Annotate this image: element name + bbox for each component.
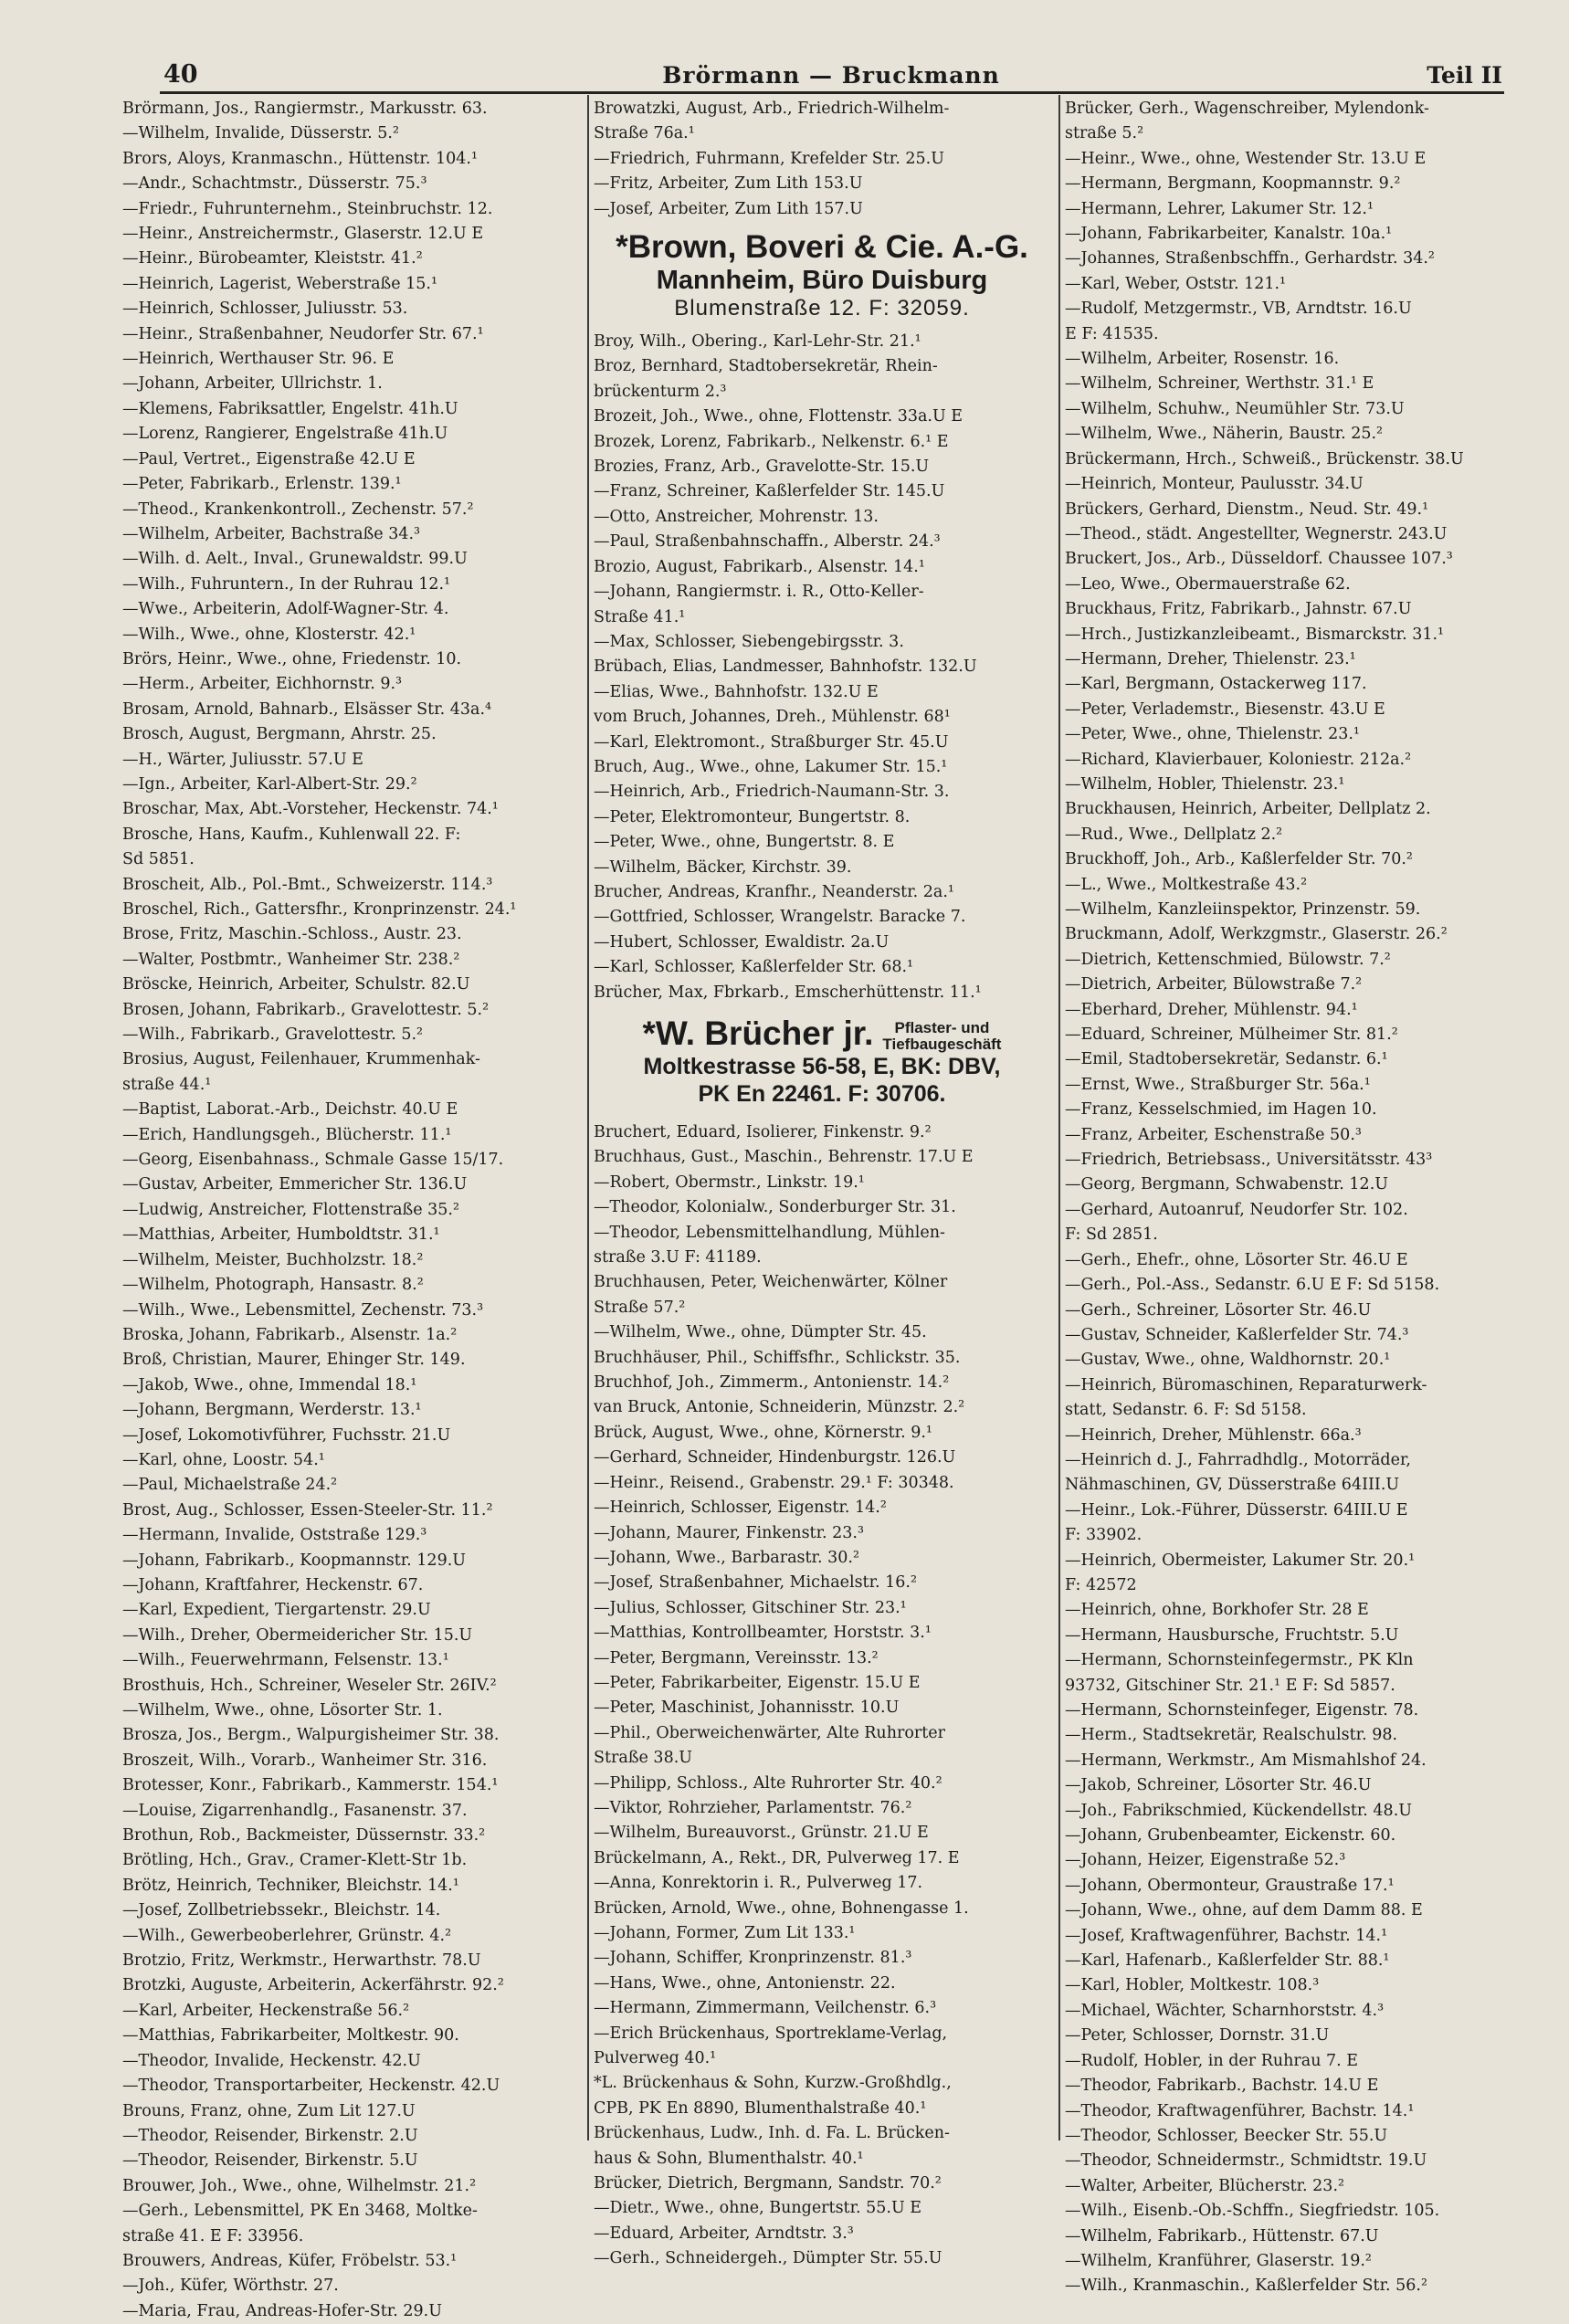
directory-entry: —Peter, Fabrikarb., Erlenstr. 139.¹	[122, 475, 402, 494]
directory-entry: —Johann, Fabrikarb., Koopmannstr. 129.U	[122, 1551, 467, 1570]
directory-entry: —Dietr., Wwe., ohne, Bungertstr. 55.U E	[594, 2199, 922, 2218]
column-2-middle	[594, 330, 1050, 1005]
directory-entry: —Theodor, Schneidermstr., Schmidtstr. 19.U	[1065, 2151, 1427, 2171]
directory-entry: straße 44.¹	[122, 1075, 212, 1094]
directory-entry: —Jakob, Wwe., ohne, Immendal 18.¹	[122, 1375, 417, 1394]
directory-entry: —Theodor, Kraftwagenführer, Bachstr. 14.¹	[1065, 2101, 1415, 2120]
directory-entry: —Heinrich, Arb., Friedrich-Naumann-Str. 3.	[594, 783, 950, 802]
directory-entry: —Heinrich d. J., Fahrradhdlg., Motorräder,	[1065, 1450, 1411, 1469]
advert-address: Moltkestrasse 56-58, E, BK: DBV,	[643, 1054, 1001, 1079]
directory-entry: F: 33902.	[1065, 1526, 1143, 1545]
directory-entry: Pulverweg 40.¹	[594, 2049, 717, 2068]
directory-entry: —Matthias, Kontrollbeamter, Horststr. 3.¹	[594, 1624, 932, 1643]
directory-entry: —Paul, Straßenbahnschaffn., Alberstr. 24.³	[594, 532, 941, 552]
directory-entry: —Hubert, Schlosser, Ewaldistr. 2a.U	[594, 932, 890, 952]
directory-entry: Brückenhaus, Ludw., Inh. d. Fa. L. Brücken-	[594, 2124, 950, 2143]
directory-entry: Straße 57.²	[594, 1298, 686, 1317]
directory-entry: straße 41. E F: 33956.	[122, 2226, 304, 2245]
directory-entry: Brosam, Arnold, Bahnarb., Elsässer Str. 43a.⁴	[122, 699, 492, 719]
directory-entry: —Theod., Krankenkontroll., Zechenstr. 57.²	[122, 500, 474, 519]
directory-entry: —Heinrich, Dreher, Mühlenstr. 66a.³	[1065, 1425, 1362, 1445]
directory-entry: —Anna, Konrektorin i. R., Pulverweg 17.	[594, 1874, 923, 1893]
directory-entry: —Karl, Weber, Oststr. 121.¹	[1065, 274, 1287, 293]
directory-entry: —Wilh., Wwe., Lebensmittel, Zechenstr. 73.³	[122, 1300, 484, 1320]
column-1	[122, 97, 579, 2320]
directory-entry: Brouwer, Joh., Wwe., ohne, Wilhelmstr. 21.²	[122, 2176, 477, 2195]
directory-entry: Brötling, Hch., Grav., Cramer-Klett-Str 1b.	[122, 1851, 468, 1870]
directory-entry: Brücken, Arnold, Wwe., ohne, Bohnengasse 1.	[594, 1898, 969, 1918]
directory-entry: —Wilhelm, Bureauvorst., Grünstr. 21.U E	[594, 1824, 929, 1843]
directory-entry: —Hermann, Schornsteinfeger, Eigenstr. 78.	[1065, 1701, 1419, 1719]
advert-trade-line: Tiefbaugeschäft	[882, 1036, 1002, 1053]
directory-entry: —Karl, Arbeiter, Heckenstraße 56.²	[122, 2001, 410, 2020]
directory-entry: —Walter, Postbmtr., Wanheimer Str. 238.²	[122, 950, 460, 969]
directory-entry: —Ernst, Wwe., Straßburger Str. 56a.¹	[1065, 1075, 1371, 1094]
directory-entry: —Theodor, Transportarbeiter, Heckenstr. 42.U	[122, 2077, 500, 2096]
directory-entry: Broy, Wilh., Obering., Karl-Lehr-Str. 21.¹	[594, 332, 921, 352]
directory-entry: —Josef, Lokomotivführer, Fuchsstr. 21.U	[122, 1425, 451, 1445]
directory-entry: —Joh., Küfer, Wörthstr. 27.	[122, 2277, 339, 2296]
directory-entry: —Eduard, Arbeiter, Arndtstr. 3.³	[594, 2224, 854, 2243]
directory-entry: Bruchhaus, Gust., Maschin., Behrenstr. 17.U E	[594, 1148, 974, 1167]
advert-branch: Mannheim, Büro Duisburg	[656, 266, 988, 296]
directory-entry: —Georg, Eisenbahnass., Schmale Gasse 15/17.	[122, 1151, 504, 1170]
directory-entry: —Leo, Wwe., Obermauerstraße 62.	[1065, 574, 1351, 594]
directory-entry: Brotesser, Konr., Fabrikarb., Kammerstr. 154.¹	[122, 1776, 499, 1795]
directory-entry: Brosthuis, Hch., Schreiner, Weseler Str. 26IV.²	[122, 1676, 497, 1695]
directory-entry: —Heinr., Anstreichermstr., Glaserstr. 12.U E	[122, 225, 484, 244]
directory-entry: —Gustav, Wwe., ohne, Waldhornstr. 20.¹	[1065, 1351, 1391, 1370]
directory-entry: —Peter, Wwe., ohne, Bungertstr. 8. E	[594, 833, 895, 852]
directory-entry: —Heinr., Wwe., ohne, Westender Str. 13.U E	[1065, 149, 1427, 168]
directory-entry: straße 3.U F: 41189.	[594, 1248, 762, 1267]
directory-entry: Bruch, Aug., Wwe., ohne, Lakumer Str. 15.¹	[594, 757, 948, 776]
directory-entry: Bruchhof, Joh., Zimmerm., Antonienstr. 14.²	[594, 1373, 950, 1393]
directory-entry: —Wilhelm, Arbeiter, Rosenstr. 16.	[1065, 350, 1340, 369]
directory-entry: —Johann, Former, Zum Lit 133.¹	[594, 1924, 856, 1942]
directory-entry: —Theod., städt. Angestellter, Wegnerstr. 243.U	[1065, 524, 1448, 543]
directory-entry: Bruckhausen, Heinrich, Arbeiter, Dellplatz 2.	[1065, 800, 1431, 819]
directory-entry: —Josef, Straßenbahner, Michaelstr. 16.²	[594, 1573, 918, 1593]
advert-address: Blumenstraße 12. F: 32059.	[674, 296, 970, 321]
directory-entry: Brörmann, Jos., Rangiermstr., Markusstr. 63.	[122, 100, 488, 118]
directory-entry: —Heinrich, Werthauser Str. 96. E	[122, 350, 395, 369]
directory-entry: —Hermann, Werkmstr., Am Mismahlshof 24.	[1065, 1751, 1427, 1770]
directory-entry: —Hermann, Bergmann, Koopmannstr. 9.²	[1065, 174, 1401, 194]
directory-entry: Brozies, Franz, Arb., Gravelotte-Str. 15.U	[594, 457, 930, 477]
directory-entry: —Johann, Rangiermstr. i. R., Otto-Keller-	[594, 583, 924, 602]
directory-entry: —Herm., Arbeiter, Eichhornstr. 9.³	[122, 675, 403, 694]
directory-entry: —Johann, Grubenbeamter, Eickenstr. 60.	[1065, 1826, 1396, 1846]
directory-entry: —Jakob, Schreiner, Lösorter Str. 46.U	[1065, 1776, 1372, 1795]
directory-entry: —Josef, Arbeiter, Zum Lith 157.U	[594, 199, 863, 218]
directory-entry: —Johann, Fabrikarbeiter, Kanalstr. 10a.¹	[1065, 225, 1393, 244]
directory-entry: —Wilhelm, Wwe., ohne, Lösorter Str. 1.	[122, 1701, 443, 1719]
directory-entry: brückenturm 2.³	[594, 382, 727, 401]
directory-entry: —Karl, Schlosser, Kaßlerfelder Str. 68.¹	[594, 958, 914, 977]
directory-entry: —Baptist, Laborat.-Arb., Deichstr. 40.U E	[122, 1100, 458, 1120]
header-rule	[160, 91, 1504, 94]
directory-entry: —Michael, Wächter, Scharnhorststr. 4.³	[1065, 2001, 1385, 2020]
directory-entry: —Heinrich, Obermeister, Lakumer Str. 20.¹	[1065, 1551, 1416, 1570]
directory-entry: —Wwe., Arbeiterin, Adolf-Wagner-Str. 4.	[122, 600, 449, 619]
directory-entry: Brost, Aug., Schlosser, Essen-Steeler-Str. 11.²	[122, 1500, 493, 1520]
directory-entry: —Josef, Zollbetriebssekr., Bleichstr. 14.	[122, 1901, 441, 1920]
directory-entry: —Theodor, Lebensmittelhandlung, Mühlen-	[594, 1223, 945, 1242]
directory-entry: —Maria, Frau, Andreas-Hofer-Str. 29.U	[122, 2301, 442, 2320]
directory-entry: Brosch, August, Bergmann, Ahrstr. 25.	[122, 725, 437, 744]
directory-entry: Brückers, Gerhard, Dienstm., Neud. Str. 49.¹	[1065, 500, 1429, 519]
directory-entry: —Peter, Wwe., ohne, Thielenstr. 23.¹	[1065, 725, 1360, 744]
directory-entry: —Gottfried, Schlosser, Wrangelstr. Baracke 7.	[594, 908, 966, 927]
directory-entry: Brück, August, Wwe., ohne, Körnerstr. 9.¹	[594, 1423, 932, 1442]
part-label: Teil II	[1427, 62, 1502, 89]
directory-entry: —Johann, Heizer, Eigenstraße 52.³	[1065, 1851, 1346, 1870]
directory-entry: —Andr., Schachtmstr., Düsserstr. 75.³	[122, 174, 427, 194]
directory-entry: —Wilhelm, Wwe., ohne, Dümpter Str. 45.	[594, 1323, 927, 1342]
directory-entry: Straße 41.¹	[594, 607, 686, 626]
directory-entry: —Wilh., Feuerwehrmann, Felsenstr. 13.¹	[122, 1651, 449, 1670]
directory-entry: Brosche, Hans, Kaufm., Kuhlenwall 22. F:	[122, 825, 461, 844]
directory-entry: —Paul, Vertret., Eigenstraße 42.U E	[122, 449, 416, 468]
directory-entry: Broß, Christian, Maurer, Ehinger Str. 149.	[122, 1351, 466, 1370]
directory-entry: —Gerh., Ehefr., ohne, Lösorter Str. 46.U E	[1065, 1250, 1408, 1269]
advert-bruecher	[594, 1015, 1050, 1108]
directory-entry: —Josef, Kraftwagenführer, Bachstr. 14.¹	[1065, 1926, 1388, 1945]
directory-entry: —Wilhelm, Hobler, Thielenstr. 23.¹	[1065, 774, 1345, 794]
directory-entry: —Peter, Fabrikarbeiter, Eigenstr. 15.U E	[594, 1673, 921, 1692]
directory-entry: —Gustav, Arbeiter, Emmericher Str. 136.U	[122, 1175, 468, 1194]
directory-entry: —Ign., Arbeiter, Karl-Albert-Str. 29.²	[122, 774, 417, 794]
directory-entry: F: 42572	[1065, 1575, 1137, 1594]
directory-entry: —Karl, ohne, Loostr. 54.¹	[122, 1450, 325, 1469]
directory-entry: —Louise, Zigarrenhandlg., Fasanenstr. 37.	[122, 1801, 468, 1820]
directory-entry: —Heinrich, ohne, Borkhofer Str. 28 E	[1065, 1601, 1369, 1620]
directory-entry: —Hermann, Zimmermann, Veilchenstr. 6.³	[594, 1999, 937, 2018]
directory-entry: —Heinr., Bürobeamter, Kleiststr. 41.²	[122, 249, 423, 268]
directory-entry: —Gustav, Schneider, Kaßlerfelder Str. 74.³	[1065, 1325, 1409, 1344]
directory-entry: —Peter, Elektromonteur, Bungertstr. 8.	[594, 807, 911, 826]
directory-entry: —Wilhelm, Wwe., Näherin, Baustr. 25.²	[1065, 425, 1384, 444]
directory-entry: —Franz, Schreiner, Kaßlerfelder Str. 145.U	[594, 482, 945, 501]
directory-entry: Brouwers, Andreas, Küfer, Fröbelstr. 53.¹	[122, 2251, 458, 2270]
directory-entry: —Johann, Schiffer, Kronprinzenstr. 81.³	[594, 1949, 912, 1968]
directory-entry: —Gerh., Lebensmittel, PK En 3468, Moltke-	[122, 2202, 478, 2221]
column-2	[594, 97, 1050, 2268]
directory-entry: Brückelmann, A., Rekt., DR, Pulverweg 17. E	[594, 1848, 960, 1867]
directory-entry: —Friedrich, Fuhrmann, Krefelder Str. 25.U	[594, 149, 944, 168]
directory-entry: —Wilhelm, Arbeiter, Bachstraße 34.³	[122, 524, 421, 543]
directory-entry: —Heinr., Lok.-Führer, Düsserstr. 64III.U E	[1065, 1500, 1408, 1520]
directory-entry: —Johann, Bergmann, Werderstr. 13.¹	[122, 1401, 422, 1420]
directory-entry: Brotzio, Fritz, Werkmstr., Herwarthstr. 78.U	[122, 1951, 481, 1971]
advert-company-name: *Brown, Boveri & Cie. A.-G.	[616, 229, 1028, 266]
directory-entry: Broscheit, Alb., Pol.-Bmt., Schweizerstr. 114.³	[122, 875, 493, 894]
directory-entry: —Peter, Bergmann, Vereinsstr. 13.²	[594, 1648, 879, 1667]
directory-entry: —Franz, Arbeiter, Eschenstraße 50.³	[1065, 1125, 1362, 1144]
directory-entry: —Wilh., Eisenb.-Ob.-Schffn., Siegfriedstr. 105.	[1065, 2202, 1440, 2221]
directory-entry: —Emil, Stadtobersekretär, Sedanstr. 6.¹	[1065, 1050, 1388, 1069]
directory-entry: Sd 5851.	[122, 850, 195, 869]
directory-entry: Brozeit, Joh., Wwe., ohne, Flottenstr. 33a.U E	[594, 407, 964, 426]
directory-entry: F: Sd 2851.	[1065, 1225, 1158, 1245]
directory-entry: Broschel, Rich., Gattersfhr., Kronprinzenstr. 24.¹	[122, 900, 517, 919]
directory-entry: —Johann, Maurer, Finkenstr. 23.³	[594, 1523, 865, 1542]
directory-entry: —Gerh., Pol.-Ass., Sedanstr. 6.U E F: Sd 5158.	[1065, 1276, 1440, 1295]
page-number: 40	[163, 60, 198, 89]
directory-entry: —Hermann, Dreher, Thielenstr. 23.¹	[1065, 649, 1356, 668]
directory-entry: —Georg, Bergmann, Schwabenstr. 12.U	[1065, 1175, 1389, 1194]
directory-entry: Bröscke, Heinrich, Arbeiter, Schulstr. 82.U	[122, 975, 470, 994]
directory-entry: Browatzki, August, Arb., Friedrich-Wilhelm-	[594, 100, 950, 118]
directory-entry: —Wilh., Wwe., ohne, Klosterstr. 42.¹	[122, 625, 416, 644]
directory-entry: Brücker, Dietrich, Bergmann, Sandstr. 70.²	[594, 2174, 942, 2193]
directory-entry: E F: 41535.	[1065, 324, 1159, 343]
directory-entry: —Heinrich, Büromaschinen, Reparaturwerk-	[1065, 1375, 1427, 1394]
directory-entry: —Wilh. d. Aelt., Inval., Grunewaldstr. 99.U	[122, 550, 468, 569]
directory-entry: —Karl, Expedient, Tiergartenstr. 29.U	[122, 1601, 431, 1620]
advert-contact: PK En 22461. F: 30706.	[698, 1081, 946, 1107]
directory-entry: —Theodor, Reisender, Birkenstr. 5.U	[122, 2151, 418, 2171]
directory-entry: Bruchhausen, Peter, Weichenwärter, Kölner	[594, 1273, 948, 1292]
directory-entry: —Johann, Wwe., ohne, auf dem Damm 88. E	[1065, 1901, 1423, 1920]
directory-entry: CPB, PK En 8890, Blumenthalstraße 40.¹	[594, 2098, 927, 2118]
directory-entry: *L. Brückenhaus & Sohn, Kurzw.-Großhdlg.,	[594, 2074, 952, 2093]
directory-entry: Brücher, Max, Fbrkarb., Emscherhüttenstr. 11.¹	[594, 983, 982, 1002]
directory-entry: —Heinrich, Schlosser, Eigenstr. 14.²	[594, 1499, 887, 1518]
directory-entry: —Matthias, Fabrikarbeiter, Moltkestr. 90.	[122, 2026, 459, 2045]
directory-entry: —Wilhelm, Fabrikarb., Hüttenstr. 67.U	[1065, 2226, 1379, 2245]
directory-entry: —L., Wwe., Moltkestraße 43.²	[1065, 875, 1308, 894]
directory-entry: —Wilhelm, Bäcker, Kirchstr. 39.	[594, 857, 852, 877]
directory-entry: Brücker, Gerh., Wagenschreiber, Mylendonk-	[1065, 100, 1429, 118]
directory-entry: van Bruck, Antonie, Schneiderin, Münzstr. 2.²	[594, 1398, 965, 1417]
column-divider	[587, 95, 589, 2140]
directory-entry: —Wilh., Kranmaschin., Kaßlerfelder Str. 56.²	[1065, 2277, 1427, 2296]
directory-entry: —Erich, Handlungsgeh., Blücherstr. 11.¹	[122, 1125, 452, 1144]
directory-entry: Brückermann, Hrch., Schweiß., Brückenstr. 38.U	[1065, 449, 1464, 468]
directory-entry: —Wilhelm, Meister, Buchholzstr. 18.²	[122, 1250, 424, 1269]
directory-entry: Brothun, Rob., Backmeister, Düssernstr. 33.²	[122, 1826, 486, 1846]
directory-entry: —Peter, Schlosser, Dornstr. 31.U	[1065, 2026, 1330, 2045]
directory-entry: —Hans, Wwe., ohne, Antonienstr. 22.	[594, 1973, 896, 1993]
directory-entry: —Matthias, Arbeiter, Humboldtstr. 31.¹	[122, 1225, 440, 1245]
directory-entry: —Gerh., Schneidergeh., Dümpter Str. 55.U	[594, 2249, 942, 2268]
directory-entry: —Hermann, Schornsteinfegermstr., PK Kln	[1065, 1651, 1414, 1670]
directory-entry: —Eberhard, Dreher, Mühlenstr. 94.¹	[1065, 1000, 1358, 1019]
directory-entry: —Dietrich, Kettenschmied, Bülowstr. 7.²	[1065, 950, 1391, 969]
directory-entry: —Theodor, Invalide, Heckenstr. 42.U	[122, 2051, 421, 2070]
directory-entry: —Wilhelm, Kranführer, Glaserstr. 19.²	[1065, 2251, 1372, 2270]
directory-entry: Brozek, Lorenz, Fabrikarb., Nelkenstr. 6.¹ E	[594, 432, 949, 451]
column-2-bottom	[594, 1120, 1050, 2272]
directory-entry: —Peter, Verlademstr., Biesenstr. 43.U E	[1065, 699, 1385, 719]
directory-entry: Broschar, Max, Abt.-Vorsteher, Heckenstr. 74.¹	[122, 800, 499, 819]
directory-entry: —Heinr., Reisend., Grabenstr. 29.¹ F: 30348.	[594, 1473, 954, 1492]
directory-entry: Straße 38.U	[594, 1749, 693, 1768]
advert-brown-boveri	[594, 229, 1050, 322]
directory-entry: —Hermann, Lehrer, Lakumer Str. 12.¹	[1065, 199, 1374, 218]
directory-entry: —Hermann, Hausbursche, Fruchtstr. 5.U	[1065, 1625, 1399, 1645]
directory-entry: —Karl, Elektromont., Straßburger Str. 45.U	[594, 732, 949, 752]
directory-entry: —Theodor, Fabrikarb., Bachstr. 14.U E	[1065, 2077, 1379, 2096]
directory-entry: —Lorenz, Rangierer, Engelstraße 41h.U	[122, 425, 448, 444]
directory-entry: Brors, Aloys, Kranmaschn., Hüttenstr. 104.¹	[122, 149, 478, 168]
column-2-top	[594, 97, 1050, 222]
advert-trade	[882, 1020, 1001, 1053]
directory-entry: —H., Wärter, Juliusstr. 57.U E	[122, 750, 363, 769]
directory-entry: —Karl, Bergmann, Ostackerweg 117.	[1065, 675, 1367, 694]
column-divider	[1058, 95, 1060, 2140]
directory-entry: —Paul, Michaelstraße 24.²	[122, 1476, 338, 1495]
directory-entry: —Theodor, Schlosser, Beecker Str. 55.U	[1065, 2126, 1388, 2145]
directory-entry: —Peter, Maschinist, Johannisstr. 10.U	[594, 1698, 900, 1718]
directory-entry: —Julius, Schlosser, Gitschiner Str. 23.¹	[594, 1598, 907, 1617]
directory-entry: —Joh., Fabrikschmied, Kückendellstr. 48.U	[1065, 1801, 1413, 1820]
directory-entry: Bruckmann, Adolf, Werkzgmstr., Glaserstr. 26.²	[1065, 925, 1448, 944]
directory-entry: —Wilh., Fabrikarb., Gravelottestr. 5.²	[122, 1025, 424, 1045]
directory-entry: —Friedr., Fuhrunternehm., Steinbruchstr. 12.	[122, 199, 493, 218]
directory-entry: —Eduard, Schreiner, Mülheimer Str. 81.²	[1065, 1025, 1398, 1045]
directory-entry: —Karl, Hobler, Moltkestr. 108.³	[1065, 1976, 1320, 1995]
directory-entry: —Gerhard, Autoanruf, Neudorfer Str. 102.	[1065, 1200, 1408, 1219]
directory-entry: Brosius, August, Feilenhauer, Krummenhak-	[122, 1050, 480, 1069]
directory-entry: —Johannes, Straßenbschffn., Gerhardstr. 34.²	[1065, 249, 1435, 268]
directory-entry: —Wilhelm, Photograph, Hansastr. 8.²	[122, 1276, 424, 1295]
directory-entry: —Johann, Obermonteur, Graustraße 17.¹	[1065, 1876, 1395, 1895]
directory-entry: —Franz, Kesselschmied, im Hagen 10.	[1065, 1100, 1377, 1120]
directory-entry: Broska, Johann, Fabrikarb., Alsenstr. 1a.²	[122, 1325, 458, 1344]
directory-entry: —Wilh., Gewerbeoberlehrer, Grünstr. 4.²	[122, 1926, 452, 1945]
directory-entry: —Elias, Wwe., Bahnhofstr. 132.U E	[594, 682, 879, 701]
directory-entry: Bruchert, Eduard, Isolierer, Finkenstr. 9.²	[594, 1123, 932, 1141]
directory-entry: —Robert, Obermstr., Linkstr. 19.¹	[594, 1173, 865, 1192]
directory-entry: —Hermann, Invalide, Oststraße 129.³	[122, 1526, 427, 1545]
directory-entry: —Dietrich, Arbeiter, Bülowstraße 7.²	[1065, 975, 1363, 994]
directory-entry: —Rudolf, Metzgermstr., VB, Arndtstr. 16.U	[1065, 300, 1412, 319]
directory-entry: —Friedrich, Betriebsass., Universitätsstr. 43³	[1065, 1151, 1433, 1170]
directory-entry: —Max, Schlosser, Siebengebirgsstr. 3.	[594, 632, 904, 651]
directory-entry: —Heinrich, Monteur, Paulusstr. 34.U	[1065, 475, 1364, 494]
column-3	[1065, 97, 1517, 2296]
directory-entry: Straße 76a.¹	[594, 124, 695, 143]
directory-entry: —Wilh., Fuhruntern., In der Ruhrau 12.¹	[122, 574, 451, 594]
directory-entry: Brouns, Franz, ohne, Zum Lit 127.U	[122, 2101, 416, 2120]
directory-entry: Brörs, Heinr., Wwe., ohne, Friedenstr. 10.	[122, 649, 462, 668]
directory-entry: —Herm., Stadtsekretär, Realschulstr. 98.	[1065, 1726, 1398, 1745]
directory-entry: —Rudolf, Hobler, in der Ruhrau 7. E	[1065, 2051, 1359, 2070]
directory-entry: —Wilhelm, Invalide, Düsserstr. 5.²	[122, 124, 399, 143]
running-head: Brörmann — Bruckmann	[662, 62, 1000, 89]
directory-entry: —Richard, Klavierbauer, Koloniestr. 212a.²	[1065, 750, 1412, 769]
directory-entry: haus & Sohn, Blumenthalstr. 40.¹	[594, 2149, 864, 2168]
page-header	[160, 53, 1502, 89]
directory-entry: —Phil., Oberweichenwärter, Alte Ruhrorter	[594, 1723, 945, 1742]
directory-entry: —Wilhelm, Schuhw., Neumühler Str. 73.U	[1065, 399, 1405, 418]
directory-entry: —Wilhelm, Schreiner, Werthstr. 31.¹ E	[1065, 374, 1374, 394]
directory-entry: —Theodor, Reisender, Birkenstr. 2.U	[122, 2126, 418, 2145]
directory-entry: —Hrch., Justizkanzleibeamt., Bismarckstr. 31.¹	[1065, 625, 1445, 644]
directory-entry: Brosza, Jos., Bergm., Walpurgisheimer Str. 38.	[122, 1726, 500, 1745]
directory-entry: Nähmaschinen, GV, Düsserstraße 64III.U	[1065, 1476, 1400, 1495]
directory-entry: —Gerh., Schreiner, Lösorter Str. 46.U	[1065, 1300, 1372, 1320]
directory-entry: —Fritz, Arbeiter, Zum Lith 153.U	[594, 174, 863, 194]
directory-entry: —Johann, Arbeiter, Ullrichstr. 1.	[122, 374, 383, 394]
directory-entry: —Klemens, Fabriksattler, Engelstr. 41h.U	[122, 399, 458, 418]
directory-entry: Brozio, August, Fabrikarb., Alsenstr. 14.¹	[594, 557, 925, 576]
directory-entry: Brotzki, Auguste, Arbeiterin, Ackerfährstr. 92.²	[122, 1976, 504, 1995]
directory-entry: —Otto, Anstreicher, Mohrenstr. 13.	[594, 507, 879, 526]
advert-company-name: *W. Brücher jr.	[642, 1015, 874, 1052]
directory-entry: —Johann, Kraftfahrer, Heckenstr. 67.	[122, 1575, 424, 1594]
directory-entry: —Walter, Arbeiter, Blücherstr. 23.²	[1065, 2176, 1345, 2195]
directory-entry: —Gerhard, Schneider, Hindenburgstr. 126.U	[594, 1448, 956, 1467]
directory-entry: —Erich Brückenhaus, Sportreklame-Verlag,	[594, 2024, 948, 2043]
directory-entry: —Theodor, Kolonialw., Sonderburger Str. 31.	[594, 1198, 956, 1217]
directory-entry: —Heinrich, Lagerist, Weberstraße 15.¹	[122, 274, 437, 293]
directory-entry: Bruckhoff, Joh., Arb., Kaßlerfelder Str. 70.²	[1065, 850, 1413, 869]
directory-entry: Bruchhäuser, Phil., Schiffsfhr., Schlickstr. 35.	[594, 1348, 961, 1367]
directory-entry: Brose, Fritz, Maschin.-Schloss., Austr. 23.	[122, 925, 462, 944]
directory-entry: —Wilh., Dreher, Obermeidericher Str. 15.U	[122, 1625, 473, 1645]
directory-entry: —Wilhelm, Kanzleiinspektor, Prinzenstr. 59.	[1065, 900, 1421, 919]
directory-entry: straße 5.²	[1065, 124, 1144, 143]
directory-entry: —Philipp, Schloss., Alte Ruhrorter Str. 40.²	[594, 1773, 942, 1793]
advert-trade-line: Pflaster- und	[894, 1019, 990, 1036]
directory-entry: Brötz, Heinrich, Techniker, Bleichstr. 14.¹	[122, 1876, 459, 1895]
directory-entry: Brosen, Johann, Fabrikarb., Gravelottestr. 5.²	[122, 1000, 490, 1019]
directory-entry: Broszeit, Wilh., Vorarb., Wanheimer Str. 316.	[122, 1751, 488, 1770]
directory-entry: —Heinr., Straßenbahner, Neudorfer Str. 67.¹	[122, 324, 484, 343]
directory-entry: —Viktor, Rohrzieher, Parlamentstr. 76.²	[594, 1798, 912, 1817]
directory-entry: statt, Sedanstr. 6. F: Sd 5158.	[1065, 1401, 1307, 1420]
directory-entry: vom Bruch, Johannes, Dreh., Mühlenstr. 68¹	[594, 708, 951, 727]
directory-entry: —Johann, Wwe., Barbarastr. 30.²	[594, 1548, 859, 1567]
directory-entry: —Ludwig, Anstreicher, Flottenstraße 35.²	[122, 1200, 459, 1219]
directory-entry: Broz, Bernhard, Stadtobersekretär, Rhein-	[594, 357, 938, 376]
directory-entry: —Karl, Hafenarb., Kaßlerfelder Str. 88.¹	[1065, 1951, 1390, 1971]
directory-entry: Bruckhaus, Fritz, Fabrikarb., Jahnstr. 67.U	[1065, 600, 1412, 619]
directory-entry: Bruckert, Jos., Arb., Düsseldorf. Chaussee 107.³	[1065, 550, 1453, 569]
directory-entry: Brübach, Elias, Landmesser, Bahnhofstr. 132.U	[594, 657, 977, 677]
directory-entry: Brucher, Andreas, Kranfhr., Neanderstr. 2a.¹	[594, 882, 954, 901]
directory-entry: —Heinrich, Schlosser, Juliusstr. 53.	[122, 300, 408, 319]
directory-entry: 93732, Gitschiner Str. 21.¹ E F: Sd 5857.	[1065, 1676, 1395, 1695]
directory-entry: —Rud., Wwe., Dellplatz 2.²	[1065, 825, 1283, 844]
